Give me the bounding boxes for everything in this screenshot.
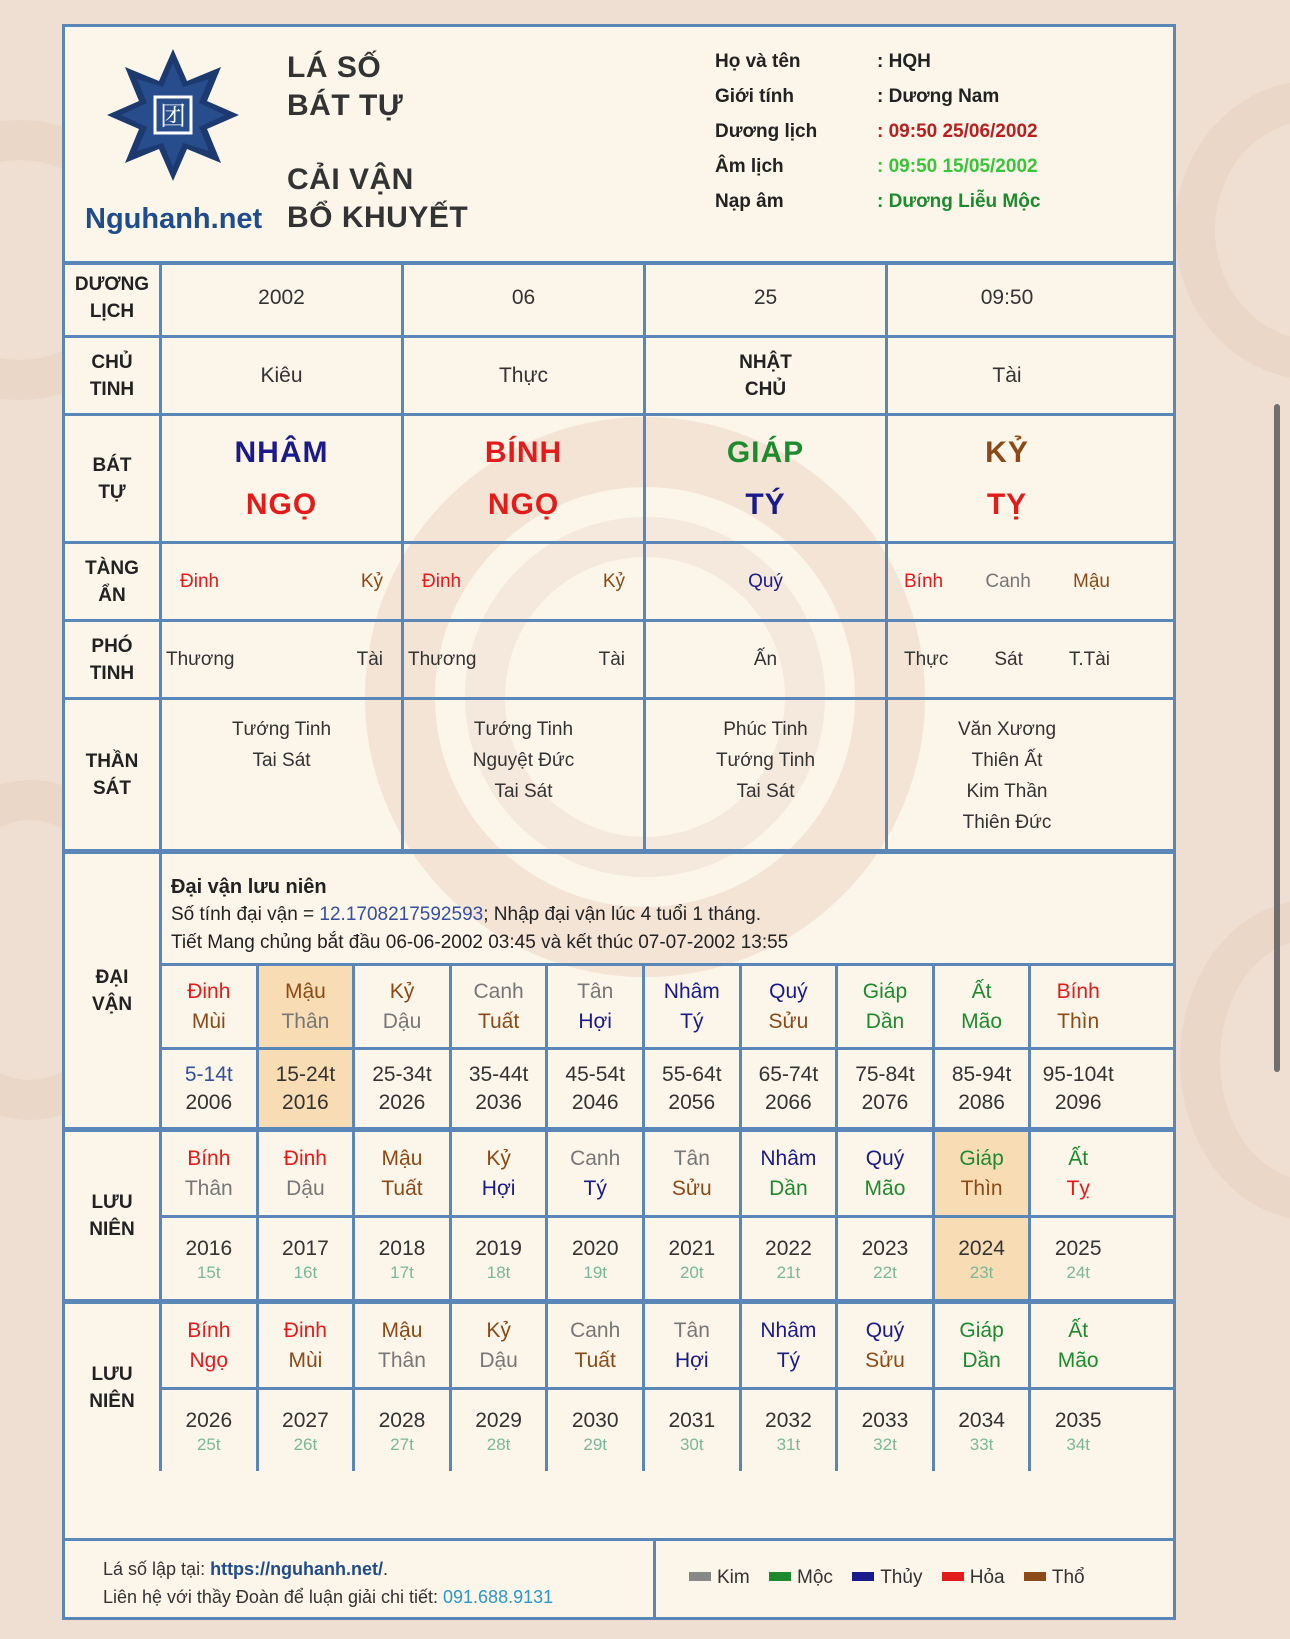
stem: Đinh [187,979,231,1003]
title-line: BỔ KHUYẾT [287,201,469,234]
dai-van-period [162,1050,256,1127]
phone-link[interactable]: 091.688.9131 [443,1587,554,1607]
luu-nien-year [1031,1390,1125,1471]
sub-stars: Thương Tài [166,648,383,670]
day-master-label: NHẬT CHỦ [739,351,792,400]
info-label: Họ và tên [715,51,801,72]
dai-van-intro: Đại vận lưu niên Số tính đại vận = 12.1708217592593; Nhập đại vận lúc 4 tuổi 1 tháng. Tiết Mang chủng bắt đầu 06-06-2002 03:45 và kết thúc 07-07-2002 13:55 [171,873,788,957]
dai-van-period [355,1050,449,1127]
year: 2027 [282,1408,329,1432]
luu-nien-year [742,1218,836,1299]
kim-swatch-icon [689,1572,711,1581]
year: 2016 [185,1236,233,1260]
stem: Kỷ [486,1318,511,1342]
branch: Tý [776,1348,801,1372]
age: 27t [390,1434,414,1454]
stem: Ất [971,979,992,1003]
branch: Dần [769,1176,808,1200]
stem: Tân [673,1146,710,1170]
main-star: Tài [992,363,1022,387]
stem: Tân [673,1318,710,1342]
luu-nien-ganzhi [742,1132,836,1215]
info-label: Nạp âm [715,191,784,212]
stem: Ất [1068,1146,1089,1170]
stem: Mậu [284,979,326,1003]
branch: Mão [1057,1348,1099,1372]
website-link[interactable]: https://nguhanh.net/ [210,1559,384,1579]
stem: Canh [473,979,524,1003]
age: 18t [486,1262,511,1282]
branch: Thân [184,1176,233,1200]
info-label: Dương lịch [715,121,818,142]
age-range: 25-34t [372,1062,432,1086]
age-range: 5-14t [184,1062,233,1086]
pillar-hour [888,416,1126,541]
stem: Kỷ [389,979,415,1003]
scrollbar[interactable] [1274,404,1280,1072]
chart-header [65,27,1173,265]
branch: Dậu [479,1348,518,1372]
luu-nien-year [162,1218,256,1299]
age: 24t [1066,1262,1090,1282]
logo-glyph: 团 [159,102,187,132]
age-range: 55-64t [662,1062,722,1086]
dai-van-ganzhi [742,966,836,1047]
start-year: 2096 [1054,1090,1102,1114]
year: 2032 [765,1408,812,1432]
luu-nien-ganzhi [259,1304,353,1387]
spirit-stars: Phúc Tinh Tướng Tinh Tai Sát [715,719,816,802]
row-label-than-sat: THẦN SÁT [85,750,139,799]
row-label-luu-nien: LƯU NIÊN [89,1191,135,1240]
start-year: 2076 [861,1090,909,1114]
dai-van-title: Đại vận lưu niên [171,876,327,898]
background-pattern [1175,80,1290,380]
luu-nien-year [645,1390,739,1471]
title-line: BÁT TỰ [287,89,404,122]
year: 2020 [571,1236,619,1260]
luu-nien-ganzhi [355,1132,449,1215]
solar-day: 25 [753,286,778,309]
row-label-pho-tinh: PHÓ TINH [89,635,135,684]
age-range: 65-74t [758,1062,819,1086]
year: 2022 [765,1236,812,1260]
start-year: 2016 [282,1090,329,1114]
age-range: 85-94t [951,1062,1012,1086]
stem: Bính [1056,979,1100,1003]
age: 17t [390,1262,414,1282]
element-legend: Kim Mộc Thủy Hỏa Thổ [675,1567,1085,1589]
luu-nien-ganzhi [935,1132,1029,1215]
thuy-swatch-icon [852,1572,874,1581]
moc-swatch-icon [769,1572,791,1581]
branch: Dậu [382,1009,422,1033]
luu-nien-year [452,1390,546,1471]
age-range: 95-104t [1042,1062,1114,1086]
branch: Tỵ [1066,1176,1090,1200]
branch: Sửu [671,1176,712,1200]
title-line: CẢI VẬN [287,163,414,196]
stem: Canh [570,1146,621,1170]
age: 32t [873,1434,897,1454]
start-year: 2046 [571,1090,619,1114]
start-year: 2036 [475,1090,522,1114]
luu-nien-year [935,1390,1029,1471]
info-name: : HQH [877,51,931,72]
age: 30t [679,1434,704,1454]
personal-info [715,51,1135,226]
branch: Thân [378,1348,426,1372]
spirit-stars: Văn Xương Thiên Ất Kim Thần Thiên Đức [957,719,1057,833]
dai-van-ganzhi [935,966,1029,1047]
branch: Dậu [286,1176,325,1200]
start-year: 2066 [765,1090,812,1114]
row-label-bat-tu: BÁT TỰ [92,454,132,503]
luu-nien-ganzhi [452,1304,546,1387]
branch: Tý [680,1009,704,1033]
title-line: LÁ SỐ [287,51,382,84]
stem: BÍNH [484,435,563,469]
dai-van-ganzhi [1031,966,1125,1047]
luu-nien-ganzhi [452,1132,546,1215]
main-star: Kiêu [260,363,303,387]
stem: Giáp [862,979,908,1003]
branch: NGỌ [487,487,560,521]
year: 2017 [282,1236,329,1260]
dai-van-ganzhi [259,966,353,1047]
info-lunar-date: : 09:50 15/05/2002 [877,156,1038,177]
stem: Quý [865,1318,905,1342]
luu-nien-year [259,1390,353,1471]
start-year: 2056 [668,1090,716,1114]
branch: Mão [864,1176,906,1200]
luu-nien-ganzhi [548,1132,642,1215]
stem: GIÁP [726,435,805,469]
luu-nien-ganzhi [1031,1132,1125,1215]
stem: Nhâm [760,1318,817,1342]
branch: Dần [962,1348,1001,1372]
info-solar-date: : 09:50 25/06/2002 [877,121,1038,142]
luu-nien-ganzhi [838,1132,932,1215]
branch: Hợi [578,1009,612,1033]
pillar-year [162,416,401,541]
branch: Tuất [574,1348,616,1372]
footer-text: Lá số lập tại: https://nguhanh.net/. Liên hệ với thầy Đoàn để luận giải chi tiết: 091.688.9131 [103,1559,554,1607]
stem: Kỷ [486,1146,511,1170]
stem: Mậu [381,1318,423,1342]
stem: Tân [577,979,614,1003]
branch: Mùi [191,1009,226,1033]
age-range: 75-84t [855,1062,915,1086]
logo-star-icon [103,45,243,185]
stem: Đinh [283,1146,327,1170]
stem: Quý [865,1146,905,1170]
stem: NHÂM [234,435,329,469]
luu-nien-ganzhi [645,1132,739,1215]
dai-van-period [259,1050,353,1127]
dai-van-period [645,1050,739,1127]
branch: TỴ [986,487,1028,521]
age: 16t [293,1262,318,1282]
luu-nien-ganzhi [162,1132,256,1215]
luu-nien-year [548,1390,642,1471]
branch: Tý [583,1176,607,1200]
site-name[interactable]: Nguhanh.net [85,203,263,235]
age-range: 15-24t [275,1062,336,1086]
dai-van-ganzhi [838,966,932,1047]
luu-nien-year [452,1218,546,1299]
row-label-chu-tinh: CHỦ TINH [89,351,135,400]
branch: Hợi [674,1348,709,1372]
branch: Sửu [768,1009,809,1033]
year: 2031 [668,1408,716,1432]
hidden-stems: Bính Canh Mậu [904,570,1110,592]
age: 29t [583,1434,607,1454]
luu-nien-ganzhi [355,1304,449,1387]
bat-tu-chart [62,24,1176,1620]
year: 2026 [185,1408,233,1432]
year: 2033 [861,1408,909,1432]
stem: Giáp [959,1318,1004,1342]
dai-van-period [1031,1050,1125,1127]
luu-nien-year [1031,1218,1125,1299]
branch: Mùi [288,1348,323,1372]
year: 2018 [378,1236,426,1260]
branch: Mão [961,1009,1003,1033]
stem: Đinh [283,1318,327,1342]
branch: Dần [865,1009,905,1033]
dai-van-period [838,1050,932,1127]
pillar-month [404,416,643,541]
year: 2024 [958,1236,1005,1260]
sub-stars: Thực Sát T.Tài [904,648,1110,670]
info-gender: : Dương Nam [877,86,1000,107]
year: 2025 [1054,1236,1102,1260]
year: 2030 [571,1408,619,1432]
luu-nien-ganzhi [548,1304,642,1387]
row-label-luu-nien: LƯU NIÊN [89,1363,135,1412]
age-range: 35-44t [468,1062,529,1086]
luu-nien-year [259,1218,353,1299]
branch: Tuất [381,1176,423,1200]
row-label-dai-van: ĐẠI VẬN [91,966,133,1015]
dai-van-period [935,1050,1029,1127]
year: 2034 [958,1408,1005,1432]
dai-van-period [452,1050,546,1127]
year: 2029 [475,1408,522,1432]
main-star: Thực [498,363,549,387]
start-year: 2086 [958,1090,1005,1114]
luu-nien-year [935,1218,1029,1299]
year: 2028 [378,1408,426,1432]
row-label-duong-lich: DƯƠNG LỊCH [74,274,150,322]
stem: Canh [570,1318,621,1342]
info-label: Giới tính [715,86,794,107]
solar-year: 2002 [258,286,305,309]
dai-van-period [742,1050,836,1127]
dai-van-ganzhi [645,966,739,1047]
age: 31t [776,1434,801,1454]
branch: TÝ [745,487,786,521]
branch: Hợi [481,1176,516,1200]
hidden-stems: Đinh Kỷ [180,570,383,592]
dai-van-ganzhi [548,966,642,1047]
branch: Tuất [477,1009,520,1033]
age: 33t [969,1434,994,1454]
hidden-stems: Đinh Kỷ [422,570,625,592]
luu-nien-ganzhi [1031,1304,1125,1387]
luu-nien-year [645,1218,739,1299]
branch: Thân [281,1009,330,1033]
chart-footer [65,1538,1173,1617]
age: 15t [196,1262,221,1282]
luu-nien-ganzhi [838,1304,932,1387]
sub-stars: Thương Tài [408,648,625,670]
age: 20t [679,1262,704,1282]
spirit-stars: Tướng Tinh Tai Sát [231,719,332,771]
stem: Bính [187,1146,231,1170]
branch: Thìn [1057,1009,1100,1033]
luu-nien-year [355,1218,449,1299]
age: 22t [873,1262,897,1282]
luu-nien-ganzhi [645,1304,739,1387]
stem: Quý [769,979,808,1003]
luu-nien-year [838,1390,932,1471]
age-range: 45-54t [565,1062,625,1086]
age: 19t [583,1262,607,1282]
luu-nien-year [548,1218,642,1299]
luu-nien-year [742,1390,836,1471]
branch: Thìn [960,1176,1003,1200]
tho-swatch-icon [1024,1572,1046,1581]
luu-nien-year [838,1218,932,1299]
pillar-day [646,416,885,541]
start-year: 2006 [185,1090,233,1114]
dai-van-ganzhi [355,966,449,1047]
luu-nien-ganzhi [259,1132,353,1215]
luu-nien-ganzhi [162,1304,256,1387]
age: 23t [969,1262,994,1282]
branch: Sửu [865,1348,905,1372]
hidden-stems: Quý [748,570,783,592]
luu-nien-year [162,1390,256,1471]
stem: Nhâm [760,1146,817,1170]
stem: Giáp [959,1146,1004,1170]
sub-stars: Ấn [753,648,778,670]
year: 2035 [1054,1408,1102,1432]
dai-van-ganzhi [452,966,546,1047]
luu-nien-year [355,1390,449,1471]
year: 2021 [668,1236,716,1260]
start-year: 2026 [378,1090,426,1114]
luu-nien-ganzhi [742,1304,836,1387]
stem: Bính [187,1318,231,1342]
stem: Ất [1068,1318,1089,1342]
age: 34t [1066,1434,1090,1454]
age: 21t [776,1262,801,1282]
year: 2023 [861,1236,909,1260]
age: 28t [486,1434,511,1454]
dai-van-ganzhi [162,966,256,1047]
stem: Mậu [381,1146,423,1170]
year: 2019 [475,1236,522,1260]
dai-van-period [548,1050,642,1127]
hoa-swatch-icon [942,1572,964,1581]
row-label-tang-an: TÀNG ẨN [85,557,139,606]
info-nap-am: : Dương Liễu Mộc [877,191,1041,212]
spirit-stars: Tướng Tinh Nguyệt Đức Tai Sát [472,719,575,802]
solar-month: 06 [511,286,536,309]
age: 25t [196,1434,221,1454]
age: 26t [293,1434,318,1454]
branch: Ngọ [189,1348,229,1372]
solar-hour: 09:50 [980,286,1034,309]
stem: Nhâm [663,979,720,1003]
luu-nien-ganzhi [935,1304,1029,1387]
branch: NGỌ [245,487,318,521]
stem: KỶ [985,435,1029,469]
info-label: Âm lịch [715,156,784,177]
